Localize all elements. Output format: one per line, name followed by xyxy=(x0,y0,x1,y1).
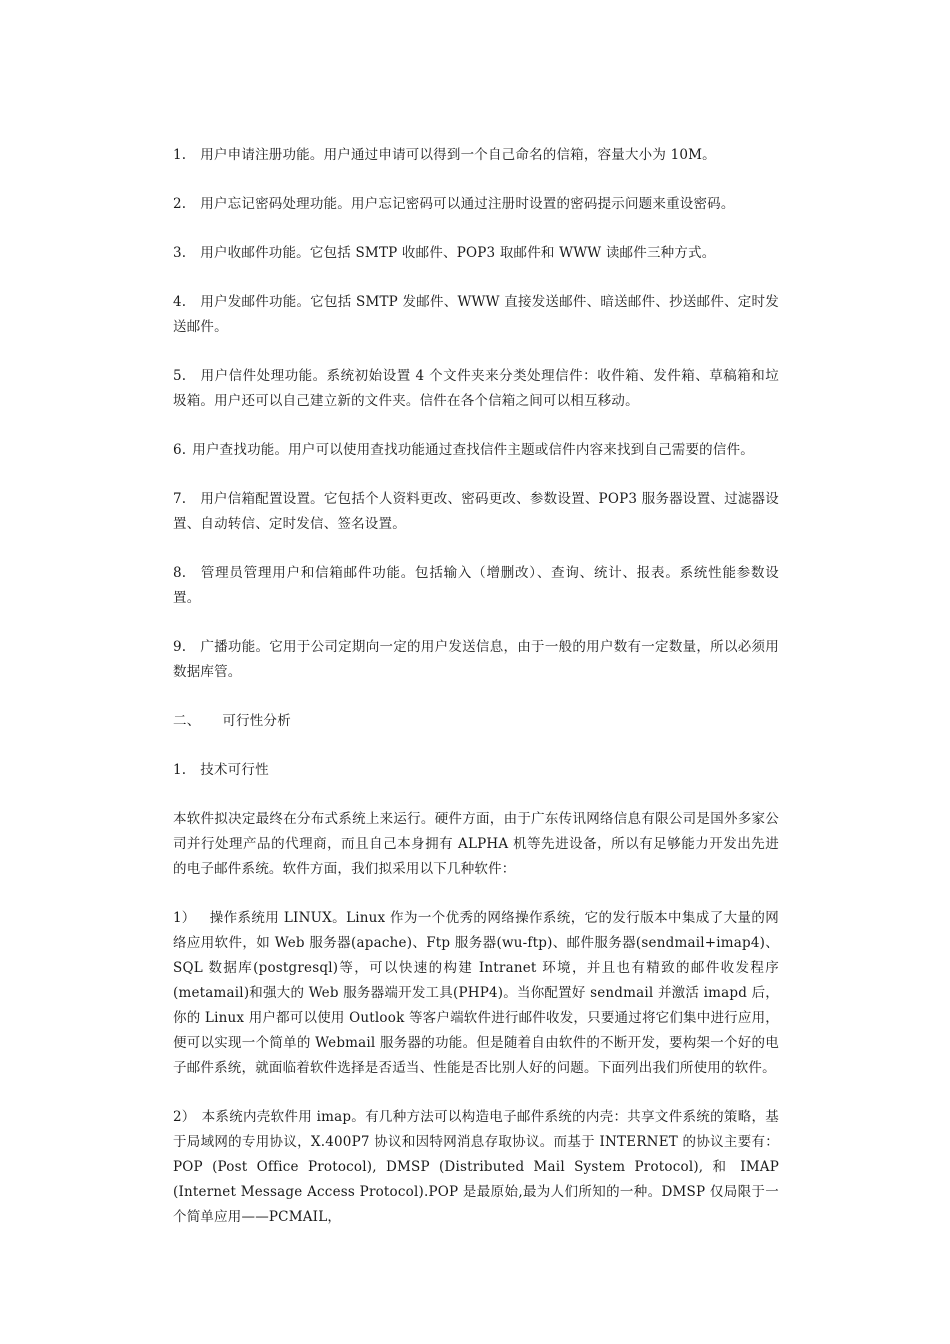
list-item xyxy=(173,143,779,168)
sub-heading-number: 1. xyxy=(173,762,187,778)
section-title: 可行性分析 xyxy=(222,713,291,729)
document-content xyxy=(173,143,779,1230)
list-item xyxy=(173,561,779,611)
section-number: 二、 xyxy=(173,713,201,729)
item-number: 5. xyxy=(173,368,187,384)
body-paragraph xyxy=(173,807,779,882)
item-number: 1. xyxy=(173,147,187,163)
list-item xyxy=(173,364,779,414)
paragraph-text: 本系统内壳软件用 imap。有几种方法可以构造电子邮件系统的内壳：共享文件系统的策略，基于局域网的专用协议，X.400P7 协议和因特网消息存取协议。而基于 INTERNET 的协议主要有：POP (Post Office Protocol), DMSP (Distributed Mail System Protocol), 和 IMAP (Internet Message Access Protocol).POP 是最原始,最为人们所知的一种。DMSP 仅局限于一个简单应用——PCMAIL， xyxy=(173,1109,779,1225)
item-number: 6. xyxy=(173,442,187,458)
list-item xyxy=(173,438,779,463)
paragraph-text: 操作系统用 LINUX。Linux 作为一个优秀的网络操作系统，它的发行版本中集成了大量的网络应用软件，如 Web 服务器(apache)、Ftp 服务器(wu-ftp)、邮件服务器(sendmail+imap4)、SQL 数据库(postgresql)等，可以快速的构建 Intranet 环境，并且也有精致的邮件收发程序(metamail)和强大的 Web 服务器端开发工具(PHP4)。当你配置好 sendmail 并激活 imapd 后，你的 Linux 用户都可以使用 Outlook 等客户端软件进行邮件收发，只要通过将它们集中进行应用，便可以实现一个简单的 Webmail 服务器的功能。但是随着自由软件的不断开发，要构架一个好的电子邮件系统，就面临着软件选择是否适当、性能是否比别人好的问题。下面列出我们所使用的软件。 xyxy=(173,910,779,1076)
list-item xyxy=(173,192,779,217)
item-number: 9. xyxy=(173,639,187,655)
list-item xyxy=(173,241,779,266)
list-item xyxy=(173,487,779,537)
item-text: 广播功能。它用于公司定期向一定的用户发送信息，由于一般的用户数有一定数量，所以必须用数据库管。 xyxy=(173,639,779,680)
sub-heading xyxy=(173,758,779,783)
body-paragraph xyxy=(173,906,779,1081)
paragraph-text: 本软件拟决定最终在分布式系统上来运行。硬件方面，由于广东传讯网络信息有限公司是国外多家公司并行处理产品的代理商，而且自己本身拥有 ALPHA 机等先进设备，所以有足够能力开发出先进的电子邮件系统。软件方面，我们拟采用以下几种软件： xyxy=(173,811,779,877)
item-text: 用户忘记密码处理功能。用户忘记密码可以通过注册时设置的密码提示问题来重设密码。 xyxy=(200,196,735,212)
sub-heading-title: 技术可行性 xyxy=(200,762,269,778)
paragraph-number: 1） xyxy=(173,910,196,926)
item-number: 7. xyxy=(173,491,187,507)
list-item xyxy=(173,635,779,685)
section-heading xyxy=(173,709,779,734)
item-text: 用户申请注册功能。用户通过申请可以得到一个自己命名的信箱，容量大小为 10M。 xyxy=(200,147,716,163)
item-text: 用户信箱配置设置。它包括个人资料更改、密码更改、参数设置、POP3 服务器设置、过滤器设置、自动转信、定时发信、签名设置。 xyxy=(173,491,779,532)
body-paragraph xyxy=(173,1105,779,1230)
item-number: 3. xyxy=(173,245,187,261)
list-item xyxy=(173,290,779,340)
item-text: 用户发邮件功能。它包括 SMTP 发邮件、WWW 直接发送邮件、暗送邮件、抄送邮件、定时发送邮件。 xyxy=(173,294,779,335)
item-text: 管理员管理用户和信箱邮件功能。包括输入（增删改）、查询、统计、报表。系统性能参数设置。 xyxy=(173,565,779,606)
item-number: 4. xyxy=(173,294,187,310)
item-text: 用户信件处理功能。系统初始设置 4 个文件夹来分类处理信件：收件箱、发件箱、草稿箱和垃圾箱。用户还可以自己建立新的文件夹。信件在各个信箱之间可以相互移动。 xyxy=(173,368,779,409)
item-text: 用户查找功能。用户可以使用查找功能通过查找信件主题或信件内容来找到自己需要的信件。 xyxy=(192,442,754,458)
item-text: 用户收邮件功能。它包括 SMTP 收邮件、POP3 取邮件和 WWW 读邮件三种方式。 xyxy=(200,245,716,261)
item-number: 2. xyxy=(173,196,187,212)
item-number: 8. xyxy=(173,565,187,581)
paragraph-number: 2） xyxy=(173,1109,196,1125)
